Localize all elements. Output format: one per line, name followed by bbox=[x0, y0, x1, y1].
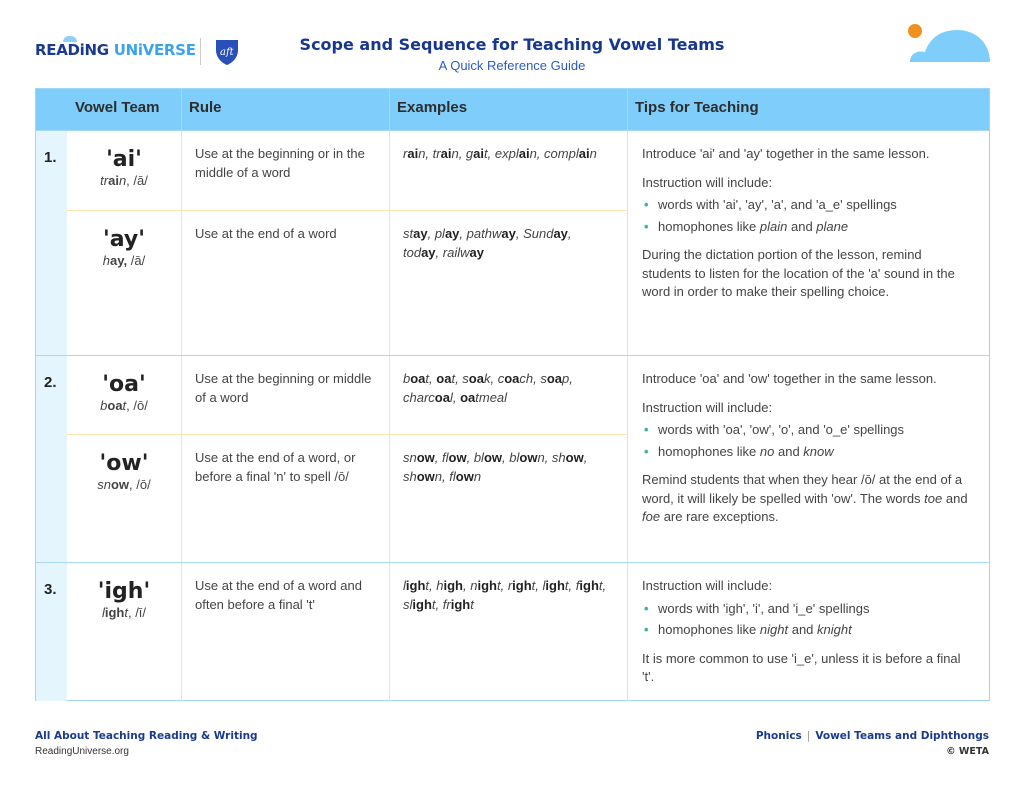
emphasis-text: foe bbox=[642, 509, 661, 524]
plain-text: t bbox=[496, 578, 501, 593]
plain-text: tr bbox=[432, 146, 441, 161]
examples-list bbox=[403, 145, 608, 164]
example-word bbox=[467, 226, 516, 241]
comma: , bbox=[602, 578, 607, 593]
plain-text: tmeal bbox=[475, 389, 508, 405]
emphasis-text: plain bbox=[759, 218, 788, 234]
comma: , bbox=[462, 578, 471, 593]
key-word-sound: , /ā/ bbox=[126, 173, 148, 188]
key-word-sound: , /ī/ bbox=[127, 605, 147, 620]
comma: , bbox=[458, 146, 466, 161]
comma: , bbox=[569, 371, 573, 386]
tips-intro: Introduce 'ai' and 'ay' together in the same lesson. bbox=[642, 146, 930, 161]
reading-universe-logo[interactable] bbox=[35, 41, 196, 59]
emphasis-text: oa bbox=[546, 371, 563, 386]
plain-text: n bbox=[537, 450, 545, 465]
example-word bbox=[543, 578, 569, 593]
emphasis-text: plane bbox=[816, 218, 849, 234]
emphasis-text: oa bbox=[460, 389, 476, 405]
emphasis-text: oa bbox=[468, 371, 484, 386]
emphasis-text: toe bbox=[924, 490, 943, 506]
rule-text: Use at the end of a word and often before a final 't' bbox=[195, 578, 362, 612]
page-header bbox=[0, 0, 1024, 88]
emphasis-text: igh bbox=[450, 596, 471, 612]
plain-text: r bbox=[507, 578, 513, 593]
tips-list-item bbox=[642, 196, 972, 215]
vowel-team-label: 'ai' bbox=[106, 147, 142, 172]
plain-text: sl bbox=[403, 596, 413, 612]
tips-list-item bbox=[642, 218, 972, 237]
header-vowel-team: Vowel Team bbox=[75, 99, 160, 116]
comma: , bbox=[429, 371, 437, 386]
column-divider bbox=[627, 131, 628, 355]
comma: , bbox=[425, 146, 433, 161]
plain-text: bl bbox=[473, 450, 484, 465]
footer-category-link[interactable]: Phonics bbox=[755, 730, 802, 742]
emphasis-text: ay bbox=[553, 226, 568, 241]
tips-closing bbox=[642, 246, 972, 302]
plain-text: railw bbox=[442, 244, 470, 260]
plain-text: and bbox=[787, 218, 817, 234]
emphasis-text: igh bbox=[405, 578, 426, 593]
tips-list bbox=[642, 421, 972, 461]
key-word-team: ai bbox=[108, 173, 119, 188]
tips-list-item bbox=[642, 600, 972, 619]
plain-text: t bbox=[425, 578, 430, 593]
example-word bbox=[436, 371, 455, 386]
plain-text: and bbox=[774, 443, 804, 459]
emphasis-text: igh bbox=[545, 578, 565, 593]
column-divider bbox=[627, 563, 628, 701]
emphasis-text: igh bbox=[412, 596, 432, 612]
emphasis-text: ow bbox=[483, 450, 503, 465]
footer-breadcrumb bbox=[756, 730, 989, 742]
footer-url-link[interactable]: ReadingUniverse.org bbox=[35, 746, 129, 757]
comma: , bbox=[536, 146, 545, 161]
plain-text: words with 'igh', 'i', and 'i_e' spellings bbox=[658, 600, 870, 616]
emphasis-text: oa bbox=[410, 371, 426, 386]
logo-reading: READiNG bbox=[35, 41, 109, 59]
rule-text: Use at the beginning or in the middle of a word bbox=[195, 146, 365, 180]
tips-list-title: Instruction will include: bbox=[642, 174, 773, 190]
emphasis-text: ai bbox=[473, 146, 484, 161]
comma: , bbox=[455, 371, 463, 386]
emphasis-text: ai bbox=[407, 146, 419, 161]
plain-text: s bbox=[462, 371, 469, 386]
emphasis-text: igh bbox=[579, 578, 599, 593]
plain-text: h bbox=[436, 578, 444, 593]
comma: , bbox=[466, 450, 474, 465]
key-word bbox=[67, 398, 181, 413]
emphasis-text: oa bbox=[504, 371, 520, 386]
tips-list-item bbox=[642, 443, 972, 462]
vowel-team-cell bbox=[67, 356, 181, 413]
vowel-row bbox=[67, 131, 627, 210]
plain-text: t bbox=[484, 146, 488, 161]
comma: , bbox=[429, 578, 437, 593]
key-word bbox=[67, 173, 181, 188]
comma: , bbox=[434, 450, 443, 465]
rule-text: Use at the end of a word, or before a final 'n' to spell /ō/ bbox=[195, 450, 356, 484]
logo-universe: UNiVERSE bbox=[113, 41, 196, 59]
examples-list bbox=[403, 449, 608, 486]
example-word bbox=[474, 450, 502, 465]
comma: , bbox=[583, 450, 588, 465]
example-word bbox=[544, 146, 597, 161]
teaching-tips bbox=[642, 370, 972, 537]
vowel-group-3 bbox=[36, 562, 989, 701]
vowel-teams-table bbox=[35, 88, 990, 701]
plain-text: and bbox=[788, 622, 818, 637]
emphasis-text: ow bbox=[448, 450, 467, 465]
example-word bbox=[443, 245, 484, 260]
comma: , bbox=[487, 146, 495, 161]
example-word bbox=[436, 578, 463, 593]
plain-text: n bbox=[473, 468, 482, 484]
example-word bbox=[498, 371, 533, 386]
example-word bbox=[460, 390, 507, 405]
key-word-prefix: l bbox=[101, 605, 105, 620]
tips-list-item bbox=[642, 621, 972, 640]
emphasis-text: ay bbox=[469, 244, 484, 260]
plain-text: t bbox=[598, 578, 603, 593]
comma: , bbox=[500, 578, 508, 593]
plain-text: s bbox=[540, 371, 547, 386]
key-word-prefix: tr bbox=[100, 173, 109, 188]
emphasis-text: ow bbox=[565, 450, 584, 465]
comma: , bbox=[490, 371, 498, 386]
comma: , bbox=[459, 226, 467, 241]
example-word bbox=[495, 146, 537, 161]
header-examples: Examples bbox=[397, 99, 468, 116]
page-title: Scope and Sequence for Teaching Vowel Teams bbox=[299, 35, 725, 54]
example-word bbox=[403, 371, 429, 386]
column-divider bbox=[627, 356, 628, 562]
plain-text: charc bbox=[403, 389, 435, 405]
number-column bbox=[36, 356, 67, 562]
vowel-row bbox=[67, 563, 627, 701]
example-word bbox=[403, 597, 436, 612]
plain-text: f bbox=[575, 578, 580, 593]
emphasis-text: igh bbox=[512, 578, 532, 593]
key-word-prefix: h bbox=[102, 253, 111, 268]
comma: , bbox=[535, 578, 543, 593]
comma: , bbox=[533, 371, 541, 386]
number-column bbox=[36, 563, 67, 701]
footer-separator: | bbox=[806, 730, 811, 742]
comma: , bbox=[568, 578, 576, 593]
emphasis-text: oa bbox=[436, 371, 452, 386]
plain-text: n bbox=[418, 146, 426, 161]
tips-list-title: Instruction will include: bbox=[642, 578, 773, 593]
example-word bbox=[403, 578, 429, 593]
vowel-row bbox=[67, 356, 627, 434]
group-number: 3. bbox=[44, 581, 57, 598]
emphasis-text: ay bbox=[413, 226, 428, 241]
plain-text: n bbox=[434, 468, 443, 484]
emphasis-text: know bbox=[803, 443, 834, 459]
key-word bbox=[67, 477, 181, 492]
emphasis-text: ow bbox=[416, 468, 435, 484]
example-word bbox=[449, 469, 481, 484]
emphasis-text: no bbox=[759, 443, 775, 459]
vowel-team-cell bbox=[67, 211, 181, 268]
plain-text: t bbox=[425, 371, 430, 386]
comma: , bbox=[435, 596, 443, 612]
key-word-suffix: t bbox=[124, 605, 128, 620]
teaching-tips bbox=[642, 145, 972, 312]
plain-text: tod bbox=[403, 244, 422, 260]
plain-text: t bbox=[531, 578, 536, 593]
example-word bbox=[552, 450, 584, 465]
key-word-sound: , /ō/ bbox=[129, 477, 151, 492]
comma: , bbox=[567, 226, 572, 241]
comma: , bbox=[502, 450, 510, 465]
example-word bbox=[403, 146, 425, 161]
rule-text: Use at the beginning or middle of a word bbox=[195, 371, 372, 405]
footer-topic-link[interactable]: Vowel Teams and Diphthongs bbox=[815, 730, 989, 742]
tips-list bbox=[642, 196, 972, 236]
example-word bbox=[466, 146, 488, 161]
comma: , bbox=[452, 389, 461, 405]
vowel-team-label: 'ow' bbox=[99, 451, 149, 476]
plain-text: During the dictation portion of the lesson, remind students to listen for the location of the 'a' sound in the word in order to make their spelling choice. bbox=[642, 247, 955, 299]
tips-list-title: Instruction will include: bbox=[642, 399, 773, 415]
footer-tagline: All About Teaching Reading & Writing bbox=[35, 730, 258, 742]
footer-copyright: © WETA bbox=[946, 746, 989, 757]
bullet-icon: • bbox=[644, 600, 649, 616]
vowel-group-2 bbox=[36, 355, 989, 562]
plain-text: n bbox=[589, 146, 597, 161]
key-word-suffix: n bbox=[118, 173, 127, 188]
plain-text: homophones like bbox=[658, 443, 760, 459]
page-subtitle: A Quick Reference Guide bbox=[438, 58, 586, 73]
example-word bbox=[509, 450, 544, 465]
key-word-sound: /ā/ bbox=[127, 253, 146, 268]
emphasis-text: igh bbox=[443, 578, 463, 593]
example-word bbox=[442, 450, 467, 465]
plain-text: words with 'ai', 'ay', 'a', and 'a_e' spellings bbox=[658, 197, 897, 212]
plain-text: r bbox=[403, 146, 408, 161]
plain-text: l bbox=[403, 578, 406, 593]
comma: , bbox=[515, 226, 524, 241]
emphasis-text: knight bbox=[817, 622, 852, 637]
example-word bbox=[508, 578, 535, 593]
plain-text: g bbox=[465, 146, 474, 161]
svg-text:aft: aft bbox=[220, 47, 234, 58]
header-rule: Rule bbox=[189, 99, 222, 116]
plain-text: bl bbox=[509, 450, 520, 465]
plain-text: ch bbox=[519, 371, 534, 386]
key-word-suffix: t bbox=[122, 398, 127, 413]
bullet-icon: • bbox=[644, 422, 649, 437]
emphasis-text: ow bbox=[455, 468, 474, 484]
group-number: 1. bbox=[44, 149, 57, 166]
key-word bbox=[67, 253, 181, 268]
vowel-team-label: 'oa' bbox=[102, 372, 146, 397]
plain-text: Sund bbox=[523, 226, 554, 241]
key-word-prefix: sn bbox=[97, 477, 111, 492]
plain-text: homophones like bbox=[658, 622, 760, 637]
plain-text: fl bbox=[449, 468, 456, 484]
example-word bbox=[443, 597, 474, 612]
plain-text: t bbox=[564, 578, 569, 593]
vowel-team-cell bbox=[67, 435, 181, 492]
plain-text: pathw bbox=[466, 226, 502, 241]
emphasis-text: igh bbox=[477, 578, 497, 593]
number-column bbox=[36, 131, 67, 355]
comma: , bbox=[544, 450, 552, 465]
plain-text: n bbox=[451, 146, 459, 161]
plain-text: and bbox=[942, 490, 968, 506]
header-divider bbox=[389, 89, 390, 130]
plain-text: pl bbox=[434, 226, 445, 241]
plain-text: c bbox=[497, 371, 505, 386]
plain-text: n bbox=[529, 146, 537, 161]
tips-intro: Introduce 'oa' and 'ow' together in the same lesson. bbox=[642, 371, 937, 386]
example-word bbox=[403, 450, 435, 465]
example-word bbox=[576, 578, 603, 593]
tips-closing bbox=[642, 650, 972, 687]
key-word-team: igh bbox=[104, 605, 125, 620]
examples-list bbox=[403, 370, 608, 407]
example-word bbox=[403, 390, 453, 405]
key-word-prefix: b bbox=[100, 398, 108, 413]
bullet-icon: • bbox=[644, 622, 649, 637]
plain-text: t bbox=[451, 371, 456, 386]
header-divider bbox=[181, 89, 182, 130]
comma: , bbox=[442, 468, 450, 484]
key-word-team: ay, bbox=[110, 253, 128, 268]
plain-text: t bbox=[470, 596, 474, 612]
teaching-tips bbox=[642, 577, 972, 697]
plain-text: fl bbox=[442, 450, 449, 465]
examples-list bbox=[403, 577, 608, 614]
plain-text: Remind students that when they hear /ō/ at the end of a word, it will likely be spelled with 'ow'. The words bbox=[642, 472, 963, 506]
key-word bbox=[67, 605, 181, 620]
key-word-team: oa bbox=[107, 398, 123, 413]
tips-list-item bbox=[642, 421, 972, 440]
vowel-row bbox=[67, 434, 627, 563]
examples-list bbox=[403, 225, 608, 262]
emphasis-text: ai bbox=[518, 146, 530, 161]
example-word bbox=[433, 146, 459, 161]
plain-text: k bbox=[483, 371, 491, 386]
key-word-sound: , /ō/ bbox=[126, 398, 148, 413]
sun-cloud-icon bbox=[905, 22, 995, 64]
plain-text: sh bbox=[551, 450, 566, 465]
emphasis-text: oa bbox=[434, 389, 450, 405]
emphasis-text: ay bbox=[421, 244, 436, 260]
example-word bbox=[403, 226, 428, 241]
bullet-icon: • bbox=[644, 218, 649, 234]
table-header-row bbox=[36, 89, 989, 130]
plain-text: t bbox=[431, 596, 436, 612]
tips-list bbox=[642, 600, 972, 640]
plain-text: st bbox=[403, 226, 414, 241]
plain-text: compl bbox=[544, 146, 579, 161]
plain-text: p bbox=[562, 371, 570, 386]
plain-text: are rare exceptions. bbox=[660, 509, 779, 524]
comma: , bbox=[427, 226, 435, 241]
bullet-icon: • bbox=[644, 197, 649, 212]
example-word bbox=[470, 578, 500, 593]
vowel-team-label: 'igh' bbox=[97, 579, 151, 604]
example-word bbox=[523, 226, 568, 241]
bullet-icon: • bbox=[644, 443, 649, 459]
plain-text: l bbox=[542, 578, 546, 593]
example-word bbox=[435, 226, 460, 241]
vowel-team-cell bbox=[67, 131, 181, 188]
comma: , bbox=[435, 244, 443, 260]
plain-text: fr bbox=[442, 596, 451, 612]
header-divider bbox=[627, 89, 628, 130]
tips-closing bbox=[642, 471, 972, 527]
example-word bbox=[403, 245, 436, 260]
plain-text: expl bbox=[494, 146, 519, 161]
vowel-team-label: 'ay' bbox=[103, 227, 145, 252]
plain-text: sn bbox=[403, 450, 417, 465]
emphasis-text: night bbox=[759, 622, 789, 637]
emphasis-text: ow bbox=[519, 450, 538, 465]
example-word bbox=[403, 469, 442, 484]
vowel-row bbox=[67, 210, 627, 356]
plain-text: It is more common to use 'i_e', unless it is before a final 't'. bbox=[642, 650, 961, 684]
plain-text: words with 'oa', 'ow', 'o', and 'o_e' spellings bbox=[658, 422, 905, 437]
example-word bbox=[540, 371, 569, 386]
emphasis-text: ai bbox=[440, 146, 452, 161]
group-number: 2. bbox=[44, 374, 57, 391]
emphasis-text: ay bbox=[444, 226, 460, 241]
plain-text: homophones like bbox=[658, 218, 760, 234]
plain-text: n bbox=[470, 578, 478, 593]
key-word-team: ow bbox=[110, 477, 130, 492]
plain-text: sh bbox=[403, 468, 417, 484]
rule-text: Use at the end of a word bbox=[195, 226, 337, 241]
emphasis-text: ow bbox=[416, 450, 435, 465]
vowel-group-1 bbox=[36, 130, 989, 355]
header-tips: Tips for Teaching bbox=[635, 99, 759, 116]
emphasis-text: ay bbox=[501, 226, 516, 241]
emphasis-text: ai bbox=[578, 146, 590, 161]
vowel-team-cell bbox=[67, 563, 181, 620]
plain-text: l bbox=[449, 389, 453, 405]
plain-text: b bbox=[403, 371, 411, 386]
example-word bbox=[462, 371, 490, 386]
